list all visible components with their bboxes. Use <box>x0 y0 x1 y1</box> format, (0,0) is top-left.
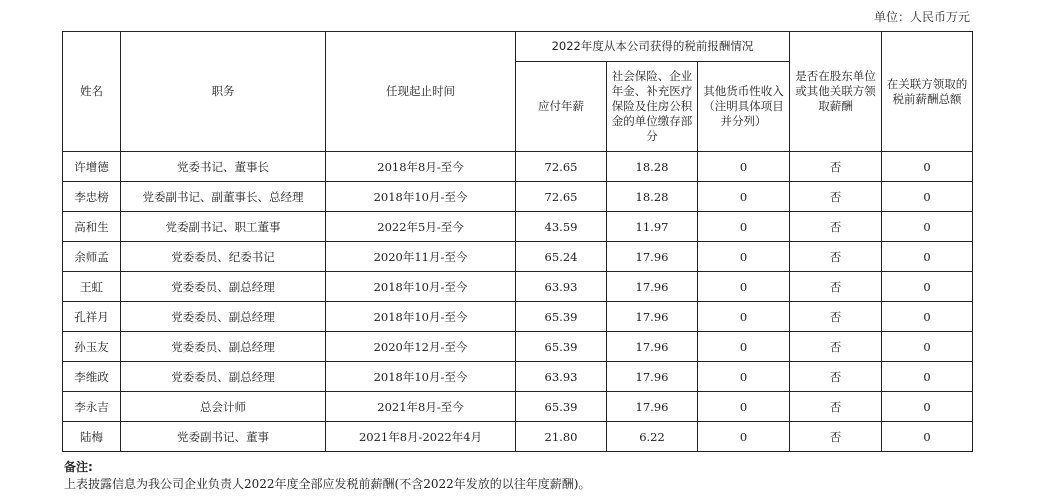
unit-label: 单位：人民币万元 <box>873 10 970 24</box>
notes-text: 上表披露信息为我公司企业负责人2022年度全部应发税前薪酬(不含2022年发放的以往年度薪酬)。 <box>64 477 591 491</box>
cell-shareholder: 否 <box>790 182 882 212</box>
table-row <box>63 392 973 422</box>
cell-term: 2021年8月-至今 <box>326 392 516 422</box>
cell-other-income: 0 <box>698 152 790 182</box>
table-row <box>63 212 973 242</box>
cell-salary: 21.80 <box>516 422 607 452</box>
cell-position: 党委委员、副总经理 <box>121 332 326 362</box>
cell-term: 2018年10月-至今 <box>326 272 516 302</box>
cell-name: 陆梅 <box>63 422 121 452</box>
cell-position: 党委副书记、董事 <box>121 422 326 452</box>
cell-salary: 65.24 <box>516 242 607 272</box>
cell-position: 党委副书记、副董事长、总经理 <box>121 182 326 212</box>
cell-name: 王虹 <box>63 272 121 302</box>
cell-other-income: 0 <box>698 182 790 212</box>
cell-insurance: 17.96 <box>607 332 698 362</box>
cell-insurance: 17.96 <box>607 272 698 302</box>
cell-related-total: 0 <box>882 302 973 332</box>
compensation-table <box>62 31 973 452</box>
table-row <box>63 302 973 332</box>
table-body <box>63 152 973 452</box>
cell-shareholder: 否 <box>790 392 882 422</box>
cell-salary: 72.65 <box>516 152 607 182</box>
cell-related-total: 0 <box>882 212 973 242</box>
cell-related-total: 0 <box>882 362 973 392</box>
cell-insurance: 18.28 <box>607 182 698 212</box>
cell-insurance: 18.28 <box>607 152 698 182</box>
table-row <box>63 362 973 392</box>
table-row <box>63 272 973 302</box>
notes-title: 备注: <box>64 460 93 474</box>
cell-name: 李忠榜 <box>63 182 121 212</box>
table-row <box>63 152 973 182</box>
header-insurance: 社会保险、企业年金、补充医疗保险及住房公积金的单位缴存部分 <box>607 62 698 152</box>
cell-insurance: 17.96 <box>607 302 698 332</box>
cell-other-income: 0 <box>698 422 790 452</box>
cell-insurance: 6.22 <box>607 422 698 452</box>
table-row <box>63 242 973 272</box>
cell-term: 2018年8月-至今 <box>326 152 516 182</box>
cell-insurance: 17.96 <box>607 242 698 272</box>
table-row <box>63 422 973 452</box>
cell-related-total: 0 <box>882 332 973 362</box>
cell-salary: 65.39 <box>516 302 607 332</box>
cell-related-total: 0 <box>882 272 973 302</box>
cell-shareholder: 否 <box>790 302 882 332</box>
cell-insurance: 11.97 <box>607 212 698 242</box>
header-salary: 应付年薪 <box>516 62 607 152</box>
notes <box>64 459 590 493</box>
cell-term: 2018年10月-至今 <box>326 302 516 332</box>
header-position: 职务 <box>121 32 326 152</box>
table-row <box>63 182 973 212</box>
cell-salary: 65.39 <box>516 332 607 362</box>
cell-position: 党委副书记、职工董事 <box>121 212 326 242</box>
cell-position: 党委委员、副总经理 <box>121 272 326 302</box>
cell-term: 2022年5月-至今 <box>326 212 516 242</box>
cell-name: 孔祥月 <box>63 302 121 332</box>
cell-related-total: 0 <box>882 422 973 452</box>
cell-other-income: 0 <box>698 212 790 242</box>
cell-other-income: 0 <box>698 332 790 362</box>
cell-shareholder: 否 <box>790 152 882 182</box>
cell-insurance: 17.96 <box>607 392 698 422</box>
cell-term: 2020年11月-至今 <box>326 242 516 272</box>
header-term: 任现起止时间 <box>326 32 516 152</box>
cell-insurance: 17.96 <box>607 362 698 392</box>
cell-name: 许增德 <box>63 152 121 182</box>
table-row <box>63 332 973 362</box>
cell-related-total: 0 <box>882 242 973 272</box>
cell-shareholder: 否 <box>790 362 882 392</box>
cell-related-total: 0 <box>882 392 973 422</box>
cell-other-income: 0 <box>698 242 790 272</box>
cell-other-income: 0 <box>698 272 790 302</box>
cell-salary: 63.93 <box>516 362 607 392</box>
cell-position: 党委委员、纪委书记 <box>121 242 326 272</box>
cell-salary: 65.39 <box>516 392 607 422</box>
cell-other-income: 0 <box>698 392 790 422</box>
cell-other-income: 0 <box>698 302 790 332</box>
header-shareholder: 是否在股东单位或其他关联方领取薪酬 <box>790 32 882 152</box>
cell-name: 余师孟 <box>63 242 121 272</box>
cell-shareholder: 否 <box>790 212 882 242</box>
cell-position: 党委委员、副总经理 <box>121 302 326 332</box>
cell-position: 党委书记、董事长 <box>121 152 326 182</box>
cell-term: 2020年12月-至今 <box>326 332 516 362</box>
header-other-income: 其他货币性收入（注明具体项目并分列） <box>698 62 790 152</box>
cell-name: 孙玉友 <box>63 332 121 362</box>
cell-shareholder: 否 <box>790 272 882 302</box>
cell-term: 2018年10月-至今 <box>326 362 516 392</box>
cell-position: 总会计师 <box>121 392 326 422</box>
cell-salary: 63.93 <box>516 272 607 302</box>
cell-position: 党委委员、副总经理 <box>121 362 326 392</box>
cell-shareholder: 否 <box>790 422 882 452</box>
header-name: 姓名 <box>63 32 121 152</box>
header-related-total: 在关联方领取的税前薪酬总额 <box>882 32 973 152</box>
header-group: 2022年度从本公司获得的税前报酬情况 <box>516 32 790 62</box>
cell-term: 2018年10月-至今 <box>326 182 516 212</box>
cell-shareholder: 否 <box>790 242 882 272</box>
cell-name: 李永吉 <box>63 392 121 422</box>
cell-salary: 72.65 <box>516 182 607 212</box>
cell-related-total: 0 <box>882 152 973 182</box>
cell-name: 高和生 <box>63 212 121 242</box>
cell-other-income: 0 <box>698 362 790 392</box>
cell-salary: 43.59 <box>516 212 607 242</box>
cell-shareholder: 否 <box>790 332 882 362</box>
cell-term: 2021年8月-2022年4月 <box>326 422 516 452</box>
cell-related-total: 0 <box>882 182 973 212</box>
cell-name: 李维政 <box>63 362 121 392</box>
